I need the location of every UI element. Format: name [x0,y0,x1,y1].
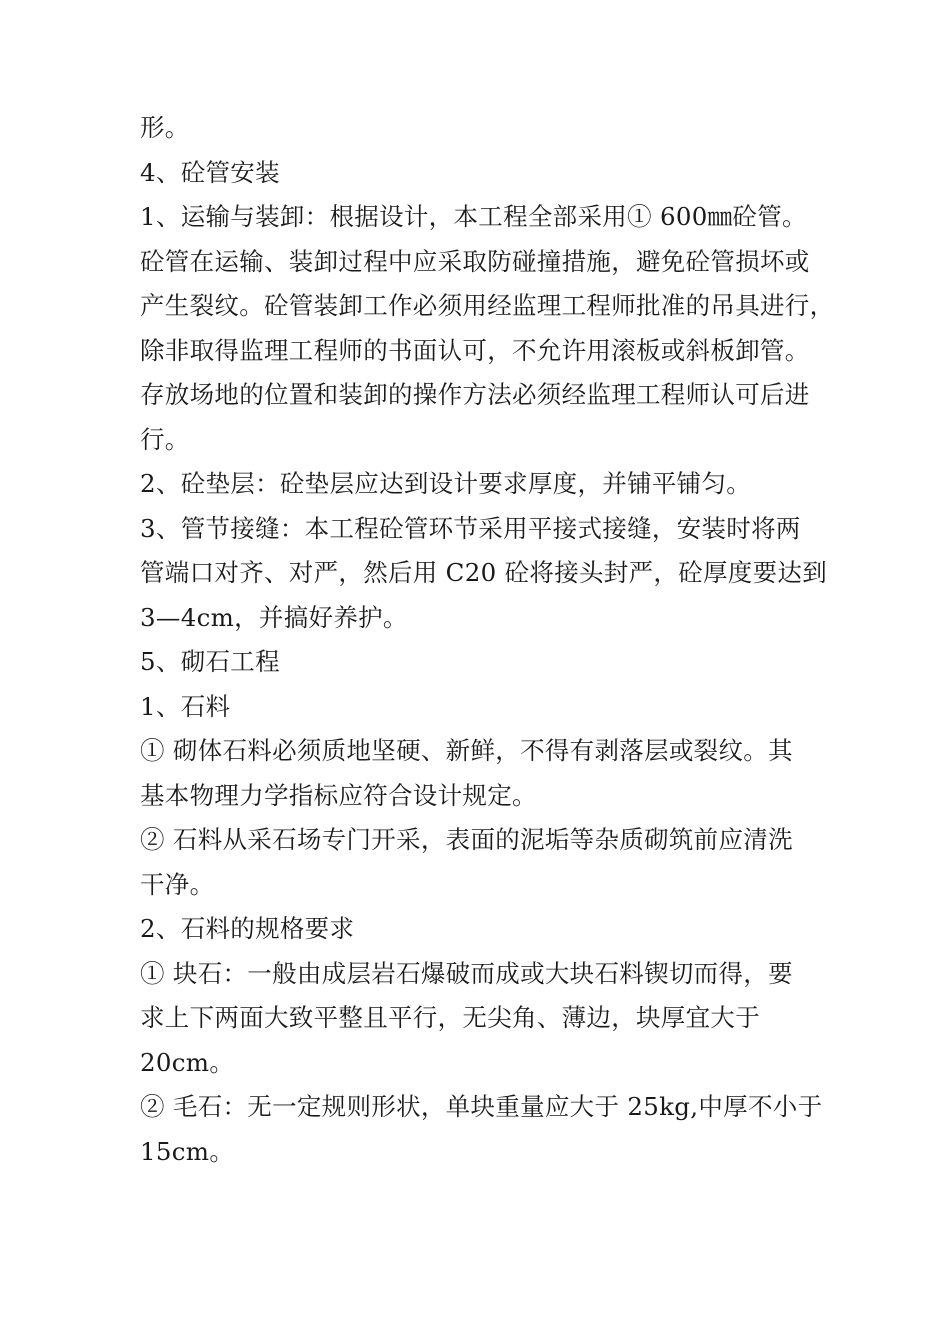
document-body [140,106,840,1174]
text-line: 2、砼垫层：砼垫层应达到设计要求厚度，并铺平铺匀。 [140,469,752,498]
text-line: 除非取得监理工程师的书面认可，不允许用滚板或斜板卸管。 [140,335,810,365]
text-line: 1、运输与装卸：根据设计，本工程全部采用① 600㎜砼管。 [140,202,807,231]
text-line: ① 块石：一般由成层岩石爆破而成或大块石料锲切而得，要 [140,958,793,988]
text-line: 砼管在运输、装卸过程中应采取防碰撞措施，避免砼管损坏或 [140,246,810,276]
subsection-heading: 1、石料 [140,691,231,721]
text-line: ① 砌体石料必须质地坚硬、新鲜，不得有剥落层或裂纹。其 [140,736,793,765]
text-line: 产生裂纹。砼管装卸工作必须用经监理工程师批准的吊具进行， [140,291,835,320]
text-line: 求上下两面大致平整且平行，无尖角、薄边，块厚宜大于 [140,1003,760,1032]
text-line: 存放场地的位置和装卸的操作方法必须经监理工程师认可后进 [140,380,810,409]
section-heading: 4、砼管安装 [140,157,280,187]
text-line: 行。 [140,424,190,454]
text-line: 形。 [140,113,190,142]
text-line: ② 毛石：无一定规则形状，单块重量应大于 25kg,中厚不小于 [140,1092,823,1121]
text-line: ② 石料从采石场专门开采，表面的泥垢等杂质砌筑前应清洗 [140,825,793,854]
text-line: 15cm。 [140,1136,235,1166]
text-line: 基本物理力学指标应符合设计规定。 [140,780,537,810]
text-line: 管端口对齐、对严，然后用 C20 砼将接头封严，砼厚度要达到 [140,558,827,587]
text-line: 3、管节接缝：本工程砼管环节采用平接式接缝，安装时将两 [140,513,801,543]
text-line: 3—4cm，并搞好养护。 [140,602,408,632]
subsection-heading: 2、石料的规格要求 [140,914,355,943]
section-heading: 5、砌石工程 [140,647,280,676]
text-line: 干净。 [140,869,215,899]
text-line: 20cm。 [140,1047,235,1077]
